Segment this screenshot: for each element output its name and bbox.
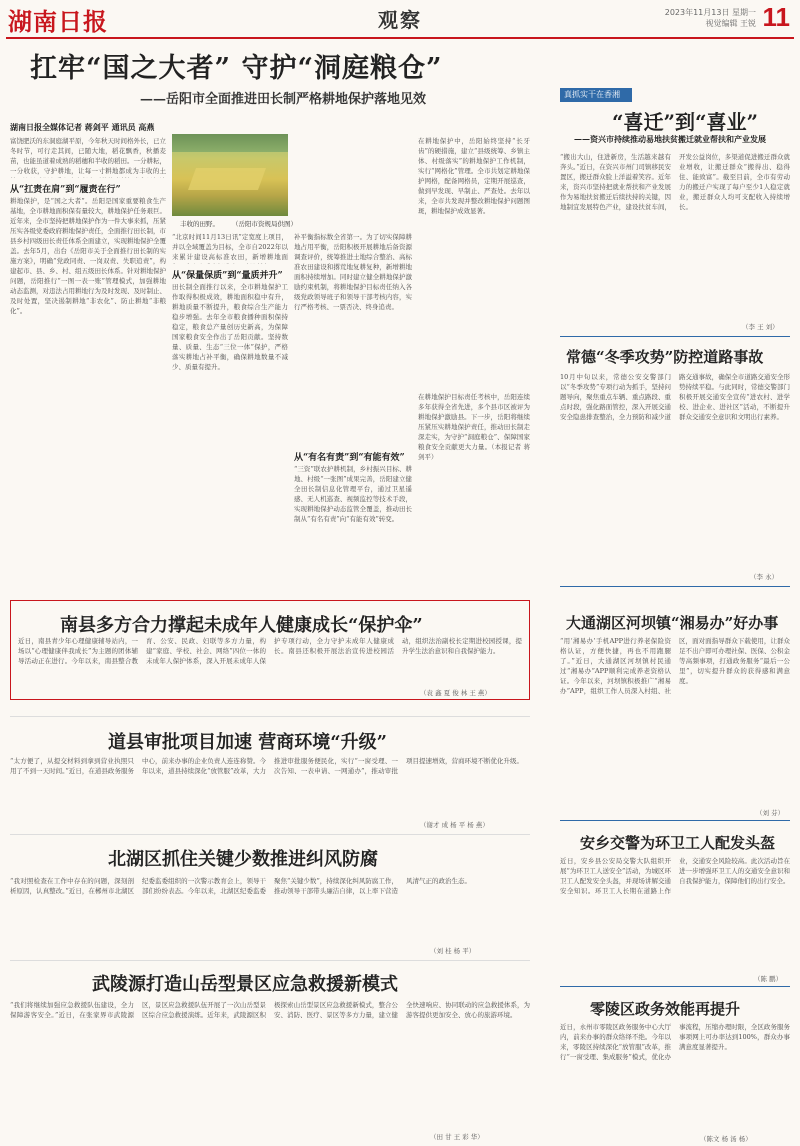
- sidebar-story-1-author: （李 王 刘）: [742, 323, 779, 331]
- sidebar-story-4-body: 近日，安乡县公安局交警大队组织开展“为环卫工人送安全”活动，为城区环卫工人配发安全头盔，并现场讲解交通安全知识。环卫工人长期在道路上作业，交通安全风险较高。此次活动旨在进一步增强环卫工人的交通安全意识和自我保护能力，保障他们的出行安全。: [560, 857, 790, 895]
- sidebar-story-4-headline[interactable]: 安乡交警为环卫工人配发头盔: [580, 834, 776, 852]
- lead-subhead-1: 从“扛责在肩”到“履责在行”: [10, 185, 121, 195]
- daoxian-body: “太方便了，从提交材料到拿到营业执照只用了不到一天时间。”近日，在道县政务服务中心，前来办事的企业负责人连连称赞。今年以来，道县持续深化“放管服”改革，大力推进审批服务便民化，实行“一窗受理、一次告知、一表申请、一网通办”，推动审批项目提速增效，营商环境不断优化升级。: [10, 757, 523, 775]
- divider-beihu: [10, 834, 530, 835]
- sidebar-story-2-body: 10月中旬以来，常德公安交警部门以“冬季攻势”专项行动为抓手，坚持问题导向，聚焦重点车辆、重点路段、重点时段，强化路面管控，深入开展交通安全隐患排查整治，全力预防和减少道路交通事故，确保全市道路交通安全形势持续平稳。与此同时，常德交警部门积极开展交通安全宣传“进农村、进学校、进企业、进社区”活动，不断提升群众交通安全意识和文明出行素养。: [560, 373, 790, 421]
- nanxian-headline[interactable]: 南县多方合力撑起未成年人健康成长“保护伞”: [60, 615, 423, 636]
- masthead-divider: [6, 37, 794, 39]
- wuling-author: （田 甘 王 彩 华）: [430, 1133, 484, 1141]
- sidebar-section-label: 真抓实干在香湘: [560, 88, 632, 102]
- lead-subheadline: ——岳阳市全面推进田长制严格耕地保护落地见效: [140, 92, 427, 107]
- lead-column-4-body-2: 在耕地保护目标责任考核中，岳阳连续多年获得全省先进，多个县市区被评为耕地保护激励县。下一步，岳阳将继续压紧压实耕地保护责任，推动田长制走深走实，为守护“洞庭粮仓”、保障国家粮食安全贡献更大力量。（本报记者 蒋剑平）: [418, 393, 530, 461]
- divider-wuling: [10, 960, 530, 961]
- lead-column-1-intro: 富饶肥沃的东洞庭湖平原，今年秋天时间格外长，已立冬时节，可行走其间，已随大地，稻花飘香，秋播麦苗，也能虽道着成熟的稻穗和半收的稻田。一分耕耘，一分收获，守护耕地，让每一寸耕地都成为丰收的土: [10, 137, 166, 175]
- issue-date: 2023年11月13日 星期一: [664, 8, 756, 17]
- wuling-body: “我们将继续加强应急救援队伍建设，全力保障游客安全。”近日，在张家界市武陵源区，景区应急救援队伍开展了一次山岳型景区综合应急救援演练。近年来，武陵源区积极探索山岳型景区应急救援新模式，整合公安、消防、医疗、景区等多方力量，建立健全快速响应、协同联动的应急救援体系，为游客提供更加安全、放心的旅游环境。: [10, 1001, 530, 1019]
- sidebar-story-1-body: “搬出大山，住进新房，生活越来越有奔头。”近日，在资兴市州门司镇移民安置区，搬迁群众脸上洋溢着笑容。近年来，资兴市坚持把就业帮扶和产业发展作为易地扶贫搬迁后续扶持的关键，因地制宜发展特色产业，建设扶贫车间，开发公益岗位，多渠道促进搬迁群众就业增收，让搬迁群众“搬得出、稳得住、能致富”。截至目前，全市有劳动力的搬迁户实现了每户至少1人稳定就业，搬迁群众人均可支配收入持续增长。: [560, 153, 790, 211]
- sidebar-story-2-headline[interactable]: 常德“冬季攻势”防控道路事故: [566, 348, 764, 366]
- daoxian-headline[interactable]: 道县审批项目加速 营商环境“升级”: [108, 732, 387, 753]
- daoxian-author: （谢才 成 杨 平 杨 燕）: [420, 821, 489, 829]
- sidebar-divider-3: [560, 820, 790, 821]
- page-number: 11: [762, 2, 790, 32]
- sidebar-story-4-author: （陈 鹏）: [754, 975, 783, 983]
- photo-caption: 丰收的田野。: [180, 220, 219, 228]
- lead-headline[interactable]: 扛牢“国之大者” 守护“洞庭粮仓”: [30, 53, 443, 84]
- beihu-headline[interactable]: 北湖区抓住关键少数推进纠风防腐: [108, 849, 378, 870]
- photo-credit: （岳阳市资规局供图）: [232, 220, 297, 228]
- lead-column-4-body: 在耕地保护中，岳阳始终坚持“长牙齿”的硬措施，建立“县级统筹、乡镇主体、村级落实”的耕地保护工作机制，实行“网格化”管理。全市共划定耕地保护网格，配备网格员，定期开展巡查，做到早发现、早制止、严查处。去年以来，全市共发现并整改耕地保护问题图斑，耕地保护成效显著。: [418, 137, 530, 215]
- sidebar-story-1-headline[interactable]: “喜迁”到“喜业”: [612, 110, 759, 134]
- nanxian-body: 近日，南县青少年心理健康辅导站内，一场以“心理健康伴我成长”为主题的团体辅导活动正在进行。今年以来，南县整合教育、公安、民政、妇联等多方力量，构建“家庭、学校、社会、网络”四位一体的未成年人保护体系，深入开展未成年人保护专项行动，全力守护未成年人健康成长。南县还积极开展法治宣传进校园活动，组织法治副校长定期进校园授课，提升学生法治意识和自我保护能力。: [18, 637, 522, 665]
- sidebar-divider-2: [560, 586, 790, 587]
- editor-line: 视觉编辑 王锐: [705, 19, 756, 28]
- section-title: 观察: [378, 8, 422, 32]
- sidebar-divider-4: [560, 986, 790, 987]
- sidebar-story-5-author: （陈文 杨 汤 杨）: [700, 1135, 752, 1143]
- divider-daoxian: [10, 716, 530, 717]
- beihu-body: “我对照检查在工作中存在的问题，深刻剖析原因，认真整改。”近日，在郴州市北湖区纪委监委组织的一次警示教育会上，领导干部们纷纷表态。今年以来，北湖区纪委监委聚焦“关键少数”，持续深化纠风防腐工作，推动领导干部带头廉洁自律，以上率下营造风清气正的政治生态。: [10, 877, 471, 895]
- sidebar-story-3-body: “用‘湘易办’手机APP进行养老保险资格认证，方便快捷，再也不用跑腿了。”近日，大通湖区河坝镇村民通过“湘易办”APP顺利完成养老资格认证。今年以来，河坝镇积极推广“湘易办”APP，组织工作人员深入村组、社区，面对面指导群众下载使用，让群众足不出户即可办理社保、医保、公积金等高频事项，打通政务服务“最后一公里”，切实提升群众的获得感和满意度。: [560, 637, 790, 695]
- nanxian-author: （袁 鑫 夏 俊 林 王 燕）: [420, 689, 491, 697]
- lead-subhead-3: 从“有名有责”到“有能有效”: [294, 453, 405, 463]
- sidebar-story-1-subheadline: ——资兴市持续推动易地扶贫搬迁就业帮扶和产业发展: [574, 134, 766, 144]
- rice-field-photo: [172, 134, 288, 216]
- lead-column-1-body: 耕地保护，是“国之大者”。岳阳是国家重要粮食生产基地，全市耕地面积保有量较大，耕地保护任务艰巨。近年来，全市坚持把耕地保护作为一件大事来抓，压紧压实各级党委政府耕地保护责任，全面推行田长制，市县乡村四级田长责任体系全面建立，实现耕地保护全覆盖。去年5月，出台《岳阳市关于全面推行田长制的实施方案》，明确“党政同责、一岗双责、失职追责”，构建起市、县、乡、村、组五级田长体系。针对耕地保护问题，岳阳推行“一图一表一账”管理模式，加强耕地动态监测，对违法占用耕地行为及时发现、及时制止、及时处置，坚决遏制耕地“非农化”、防止耕地“非粮化”。: [10, 197, 166, 315]
- beihu-author: （刘 桂 杨 平）: [430, 947, 476, 955]
- sidebar-story-5-body: 近日，永州市零陵区政务服务中心大厅内，前来办事的群众络绎不绝。今年以来，零陵区持续深化“放管服”改革，推行“一窗受理、集成服务”模式，优化办事流程，压缩办理时限，全区政务服务事项网上可办率达到100%，群众办事满意度显著提升。: [560, 1023, 790, 1061]
- sidebar-story-5-headline[interactable]: 零陵区政务效能再提升: [590, 1000, 741, 1018]
- sidebar-story-3-author: （刘 芬）: [756, 809, 785, 817]
- masthead: [0, 0, 800, 40]
- lead-column-3-body: 补平衡指标数全省第一。为了切实保障耕地占用平衡，岳阳积极开展耕地后备资源调查评价，统筹推进土地综合整治、高标准农田建设和撂荒地复耕复种，新增耕地面积持续增加。同时建立健全耕地保护激励约束机制，将耕地保护目标责任纳入各级党政领导班子和领导干部考核内容，实行严格考核、一票否决、终身追责。: [294, 233, 412, 311]
- lead-column-2-intro: “北京时间11月13日讯”定宽度上项目，并以全域覆盖为目标，全市自2022年以来累计建设高标准农田，新增耕地面: [172, 233, 288, 261]
- lead-column-3-body-2: “三资”联农护耕机制，乡村振兴目标、耕地、村级“一张图”成果完善，岳阳建立健全田长制信息化管理平台，通过卫星遥感、无人机巡查、视频监控等技术手段，实现耕地保护动态监管全覆盖，推动田长制从“有名有责”向“有能有效”转变。: [294, 465, 412, 523]
- sidebar-divider-1: [560, 336, 790, 337]
- sidebar-story-2-author: （李 永）: [750, 573, 779, 581]
- sidebar-story-3-headline[interactable]: 大通湖区河坝镇“湘易办”好办事: [566, 614, 779, 632]
- lead-subhead-2: 从“保量保质”到“量质并升”: [172, 271, 283, 281]
- newspaper-logo: 湖南日报: [8, 7, 108, 36]
- wuling-headline[interactable]: 武陵源打造山岳型景区应急救援新模式: [92, 974, 398, 995]
- date-box: [665, 7, 756, 29]
- lead-column-2-body: 田长制全面推行以来，全市耕地保护工作取得积极成效，耕地面积稳中有升，耕地质量不断提升，粮食综合生产能力稳步增强。去年全市粮食播种面积保持稳定，粮食总产量创历史新高，为保障国家粮食安全作出了岳阳贡献。坚持数量、质量、生态“三位一体”保护，严格落实耕地占补平衡，确保耕地数量不减少、质量有提升。: [172, 283, 288, 371]
- lead-byline: 湖南日报全媒体记者 蒋剑平 通讯员 高燕: [10, 122, 155, 132]
